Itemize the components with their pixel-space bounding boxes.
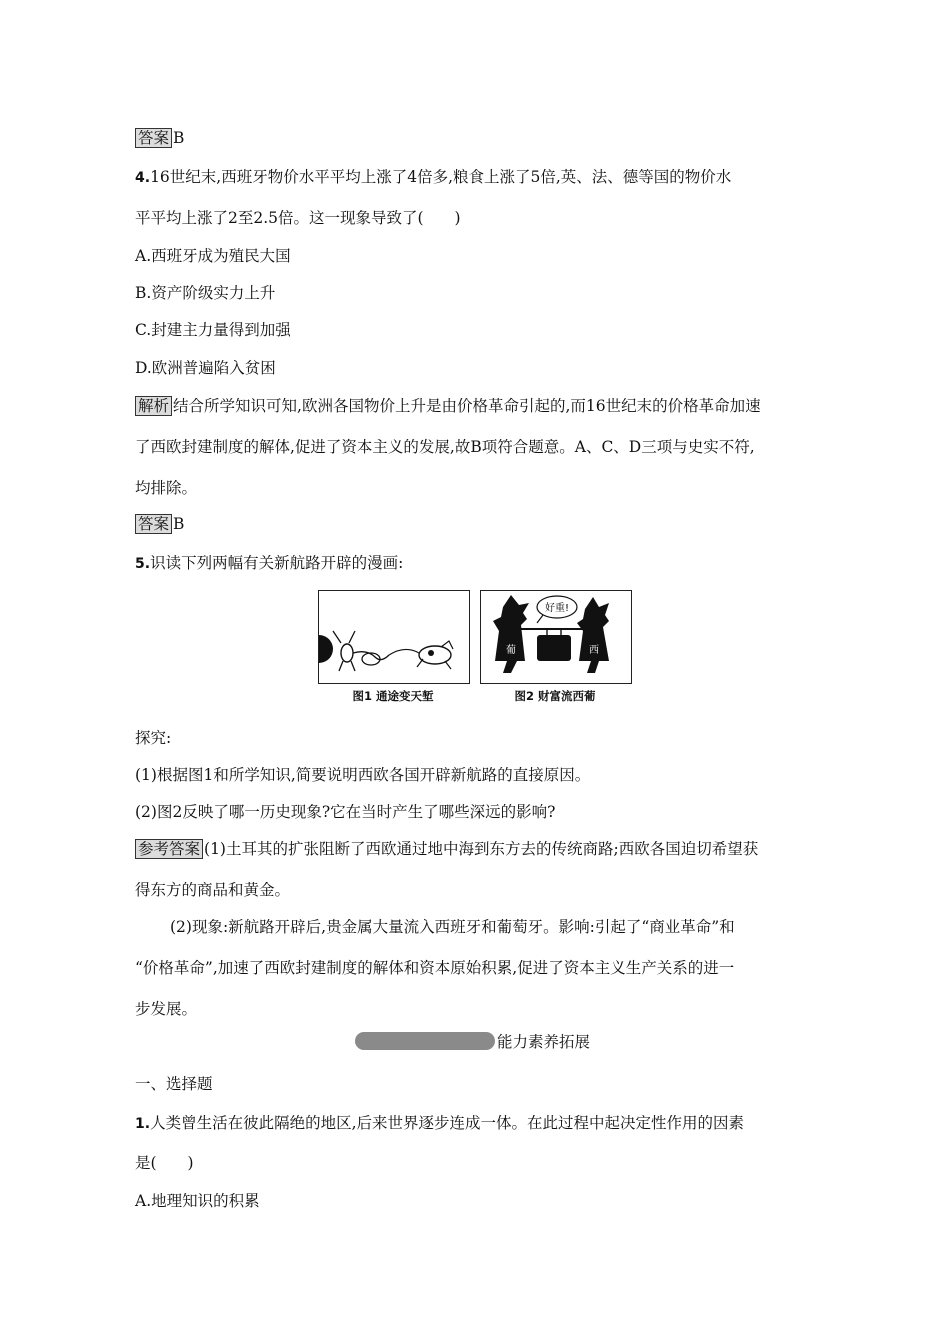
q4-stem-line2: 平平均上涨了2至2.5倍。这一现象导致了( ): [135, 209, 461, 227]
cartoon-2-drawing: [481, 591, 631, 683]
question-number: 1.: [135, 1116, 151, 1132]
q5-ref2-line1: (2)现象:新航路开辟后,贵金属大量流入西班牙和葡萄牙。影响:引起了“商业革命”和: [170, 918, 735, 936]
q4-option-c: C.封建主力量得到加强: [135, 321, 291, 339]
answer-value: B: [173, 129, 185, 147]
q1-option-a: A.地理知识的积累: [135, 1192, 260, 1210]
cartoon-label-portugal: 葡: [506, 645, 516, 656]
reference-answer-tag: 参考答案: [135, 839, 203, 859]
q4-analysis-line3: 均排除。: [135, 479, 198, 497]
q5-ref-line2: 得东方的商品和黄金。: [135, 881, 291, 899]
analysis-tag: 解析: [135, 396, 172, 416]
q4-stem-text: 16世纪末,西班牙物价水平平均上涨了4倍多,粮食上涨了5倍,英、法、德等国的物价水: [150, 168, 732, 186]
answer-tag: 答案: [135, 128, 172, 148]
reference-answer-text: (1)土耳其的扩张阻断了西欧通过地中海到东方去的传统商路;西欧各国迫切希望获: [204, 840, 759, 858]
q4-analysis-line2: 了西欧封建制度的解体,促进了资本主义的发展,故B项符合题意。A、C、D三项与史实不符,: [135, 438, 755, 456]
section-heading: 一、选择题: [135, 1075, 213, 1093]
q4-answer: [135, 514, 184, 534]
q5-ref2-line2: “价格革命”,加速了西欧封建制度的解体和资本原始积累,促进了资本主义生产关系的进一: [135, 959, 735, 977]
cartoon-panel-1: [318, 590, 470, 684]
question-number: 5.: [135, 556, 151, 572]
cartoon-bubble-text: 好重!: [544, 603, 570, 614]
q5-stem: [135, 553, 403, 574]
q4-option-a: A.西班牙成为殖民大国: [135, 247, 291, 265]
prev-answer: [135, 128, 184, 148]
q1-stem-line2: 是( ): [135, 1154, 194, 1172]
q4-analysis-line1: [135, 396, 761, 416]
cartoon-label-spain: 西: [589, 645, 599, 656]
q4-stem-line1: [135, 167, 731, 188]
q1-stem-text: 人类曾生活在彼此隔绝的地区,后来世界逐步连成一体。在此过程中起决定性作用的因素: [150, 1114, 744, 1132]
section-banner-title: 能力素养拓展: [497, 1033, 591, 1051]
q5-stem-text: 识读下列两幅有关新航路开辟的漫画:: [150, 554, 404, 572]
q4-option-b: B.资产阶级实力上升: [135, 284, 276, 302]
q5-ref-line1: [135, 839, 758, 859]
cartoon-figures: [318, 590, 636, 708]
q4-option-d: D.欧洲普遍陷入贫困: [135, 359, 276, 377]
answer-value: B: [173, 515, 185, 533]
explore-label: 探究:: [135, 729, 172, 747]
figure-1-caption: 图1 通途变天堑: [352, 689, 434, 703]
answer-tag: 答案: [135, 514, 172, 534]
question-number: 4.: [135, 170, 151, 186]
section-banner-bar: [355, 1032, 495, 1050]
q5-ref2-line3: 步发展。: [135, 1000, 198, 1018]
cartoon-panel-2: [480, 590, 632, 684]
figure-2-caption: 图2 财富流西葡: [514, 689, 596, 703]
q1-stem-line1: [135, 1113, 744, 1134]
analysis-text: 结合所学知识可知,欧洲各国物价上升是由价格革命引起的,而16世纪末的价格革命加速: [173, 397, 761, 415]
q5-sub1: (1)根据图1和所学知识,简要说明西欧各国开辟新航路的直接原因。: [135, 766, 591, 784]
q5-sub2: (2)图2反映了哪一历史现象?它在当时产生了哪些深远的影响?: [135, 803, 556, 821]
cartoon-1-drawing: [319, 591, 469, 683]
